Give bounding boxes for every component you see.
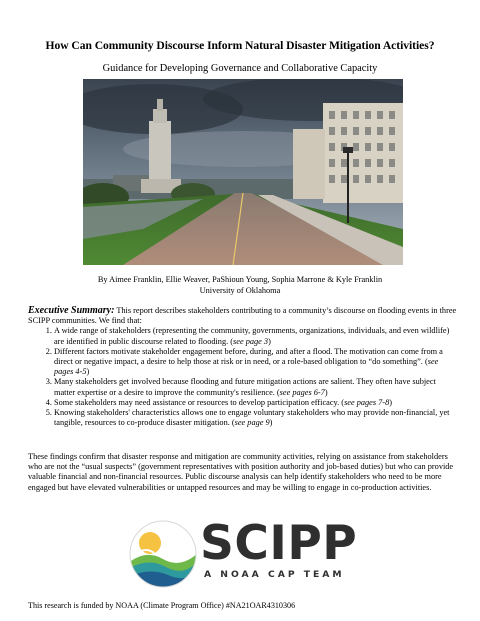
summary-intro-paragraph [28, 306, 458, 326]
cover-photo [83, 79, 403, 265]
finding-item: 2. Different factors motivate stakeholder engagement before, during, and after a flood. The motivation can come from a direct or negative impact, a desire to help those at risk or in need, or a role-based obligation to “do something”. (see pages 4-5) [54, 347, 458, 378]
page-reference: see pages 6-7 [279, 387, 325, 397]
finding-item: 1. A wide range of stakeholders (representing the community, governments, organizations, individuals, and even wildlife) are identified in public discourse related to flooding. (see page 3) [54, 326, 458, 346]
summary-intro: This report describes stakeholders contributing to a community’s discourse on flooding events in three SCIPP communities. We find that: [28, 306, 457, 326]
page-reference: see page 3 [233, 336, 269, 346]
findings-list [28, 326, 458, 428]
document-subtitle: Guidance for Developing Governance and Collaborative Capacity [102, 63, 378, 74]
finding-item: 3. Many stakeholders get involved because flooding and future mitigation actions are salient. They often have subject matter expertise or a desire to improve the community's resilience. (see pages 6-7) [54, 377, 458, 397]
summary-lead-colon: : [111, 305, 115, 316]
scipp-logo [128, 516, 358, 589]
document-title: How Can Community Discourse Inform Natural Disaster Mitigation Activities? [45, 39, 435, 52]
finding-item: 4. Some stakeholders may need assistance or resources to develop participation efficacy. (see pages 7-8) [54, 398, 458, 408]
summary-lead: Executive Summary [28, 305, 112, 316]
scipp-logo-tagline: A NOAA CAP TEAM [204, 569, 345, 580]
finding-item: 5. Knowing stakeholders' characteristics allows one to engage voluntary stakeholders who may provide non-financial, yet tangible, resources to co-produce disaster mitigation. (see page 9) [54, 408, 458, 428]
executive-summary [28, 306, 458, 428]
author-list: By Aimee Franklin, Ellie Weaver, PaShioun Young, Sophia Marrone & Kyle Franklin [97, 275, 383, 284]
page-reference: see pages 4-5 [54, 357, 439, 377]
page-reference: see page 9 [234, 418, 270, 428]
authors-block [0, 275, 480, 296]
scipp-logo-wordmark: SCIPP [200, 516, 358, 571]
cover-photo-street-scene [83, 79, 403, 265]
conclusion-paragraph: These findings confirm that disaster response and mitigation are community activities, relying on assistance from stakeholders who are not the “usual suspects” (government representatives with position authority and job-based duties) but who can provide valuable financial and non-financial resources. Public discourse analysis can help identify stakeholders who need to be more engaged but have elevated vulnerabilities or untapped resources and may be willing to engage in co-production activities. [28, 452, 454, 492]
funding-note: This research is funded by NOAA (Climate Program Office) #NA21OAR4310306 [28, 601, 296, 610]
page-reference: see pages 7-8 [344, 397, 390, 407]
affiliation: University of Oklahoma [199, 285, 281, 295]
scipp-logo-emblem-icon [128, 519, 198, 589]
